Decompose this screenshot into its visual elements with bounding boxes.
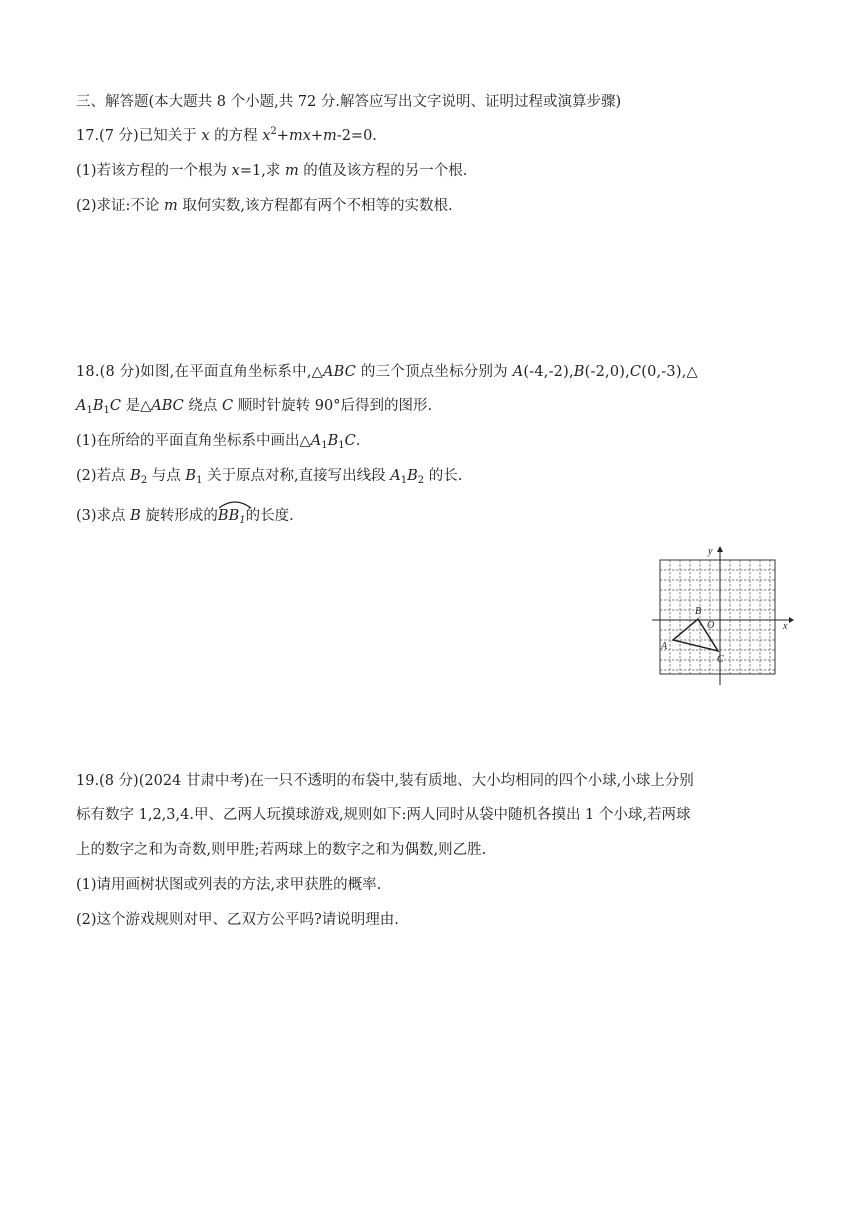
vertex-c-label: C xyxy=(717,654,724,665)
vertex-b-label: B xyxy=(695,606,702,617)
q17-part2: (2)求证:不论 m 取何实数,该方程都有两个不相等的实数根. xyxy=(76,198,453,214)
q18-part3: (3)求点 B 旋转形成的 $BB_1$的长度. xyxy=(76,506,294,526)
vertex-a-label: A xyxy=(661,641,668,652)
arc-symbol-icon xyxy=(218,499,252,509)
section-header: 三、解答题(本大题共 8 个小题,共 72 分.解答应写出文字说明、证明过程或演算步骤) xyxy=(76,94,622,110)
q19-stem-line2: 标有数字 1,2,3,4.甲、乙两人玩摸球游戏,规则如下:两人同时从袋中随机各摸出 1 个小球,若两球 xyxy=(76,807,691,823)
x-axis-arrow-icon xyxy=(789,617,794,623)
q18-stem-line2: $A_1B_1C$ 是△ABC 绕点 C 顺时针旋转 90°后得到的图形. xyxy=(76,398,433,416)
y-axis-arrow-icon xyxy=(717,546,723,552)
q17-stem: 17.(7 分)已知关于 x 的方程 $x^2+mx+m-2=0$. xyxy=(76,126,377,144)
coordinate-grid-figure xyxy=(650,543,795,686)
q19-stem-line3: 上的数字之和为奇数,则甲胜;若两球上的数字之和为偶数,则乙胜. xyxy=(76,842,487,858)
arc-bb1: $BB_1$ xyxy=(218,506,246,526)
q19-part2: (2)这个游戏规则对甲、乙双方公平吗?请说明理由. xyxy=(76,912,399,928)
q19-stem-line1: 19.(8 分)(2024 甘肃中考)在一只不透明的布袋中,装有质地、大小均相同的四个小球,小球上分别 xyxy=(76,773,694,789)
axis-y-label: y xyxy=(708,546,713,557)
q17-part1: (1)若该方程的一个根为 x=1,求 m 的值及该方程的另一个根. xyxy=(76,163,468,179)
q18-stem-line1: 18.(8 分)如图,在平面直角坐标系中,△ABC 的三个顶点坐标分别为 A(-4,-2),B(-2,0),C(0,-3),△ xyxy=(76,364,698,380)
origin-o-label: O xyxy=(707,620,715,631)
axis-x-label: x xyxy=(783,621,788,632)
q18-part1: (1)在所给的平面直角坐标系中画出$\triangle A_1B_1C$. xyxy=(76,433,361,451)
q19-part1: (1)请用画树状图或列表的方法,求甲获胜的概率. xyxy=(76,877,382,893)
q18-part2: (2)若点 $B_2$ 与点 $B_1$ 关于原点对称,直接写出线段 $A_1B_2$ 的长. xyxy=(76,468,463,486)
